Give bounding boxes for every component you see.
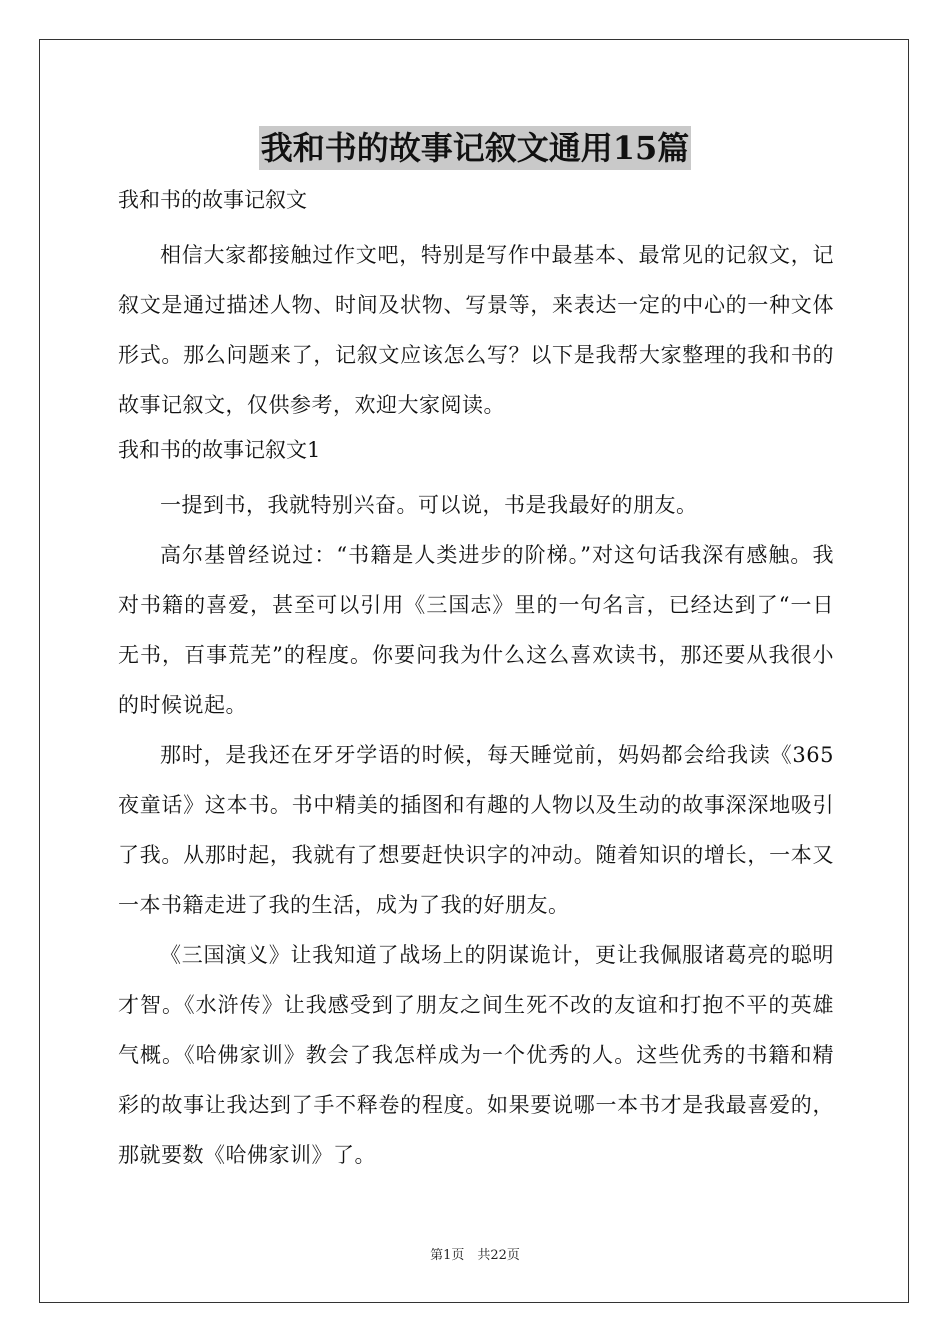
document-body <box>118 180 834 1180</box>
intro-heading: 我和书的故事记叙文 <box>118 188 307 212</box>
document-title: 我和书的故事记叙文通用15篇 <box>259 126 692 170</box>
section-heading: 我和书的故事记叙文1 <box>118 438 321 462</box>
body-paragraph-3: 那时，是我还在牙牙学语的时候，每天睡觉前，妈妈都会给我读《365夜童话》这本书。书中精美的插图和有趣的人物以及生动的故事深深地吸引了我。从那时起，我就有了想要赶快识字的冲动。随着知识的增长，一本又一本书籍走进了我的生活，成为了我的好朋友。 <box>118 743 834 917</box>
intro-paragraph: 相信大家都接触过作文吧，特别是写作中最基本、最常见的记叙文，记叙文是通过描述人物、时间及状物、写景等，来表达一定的中心的一种文体形式。那么问题来了，记叙文应该怎么写？以下是我帮大家整理的我和书的故事记叙文，仅供参考，欢迎大家阅读。 <box>118 243 834 417</box>
title-container <box>0 126 950 170</box>
body-paragraph-1: 一提到书，我就特别兴奋。可以说，书是我最好的朋友。 <box>160 493 698 517</box>
body-paragraph-4: 《三国演义》让我知道了战场上的阴谋诡计，更让我佩服诸葛亮的聪明才智。《水浒传》让我感受到了朋友之间生死不改的友谊和打抱不平的英雄气概。《哈佛家训》教会了我怎样成为一个优秀的人。这些优秀的书籍和精彩的故事让我达到了手不释卷的程度。如果要说哪一本书才是我最喜爱的，那就要数《哈佛家训》了。 <box>118 943 834 1167</box>
body-paragraph-2: 高尔基曾经说过：“书籍是人类进步的阶梯。”对这句话我深有感触。我对书籍的喜爱，甚至可以引用《三国志》里的一句名言，已经达到了“一日无书，百事荒芜”的程度。你要问我为什么这么喜欢读书，那还要从我很小的时候说起。 <box>118 543 834 717</box>
page-footer <box>0 1244 950 1263</box>
page-number: 第1页 共22页 <box>430 1248 520 1263</box>
